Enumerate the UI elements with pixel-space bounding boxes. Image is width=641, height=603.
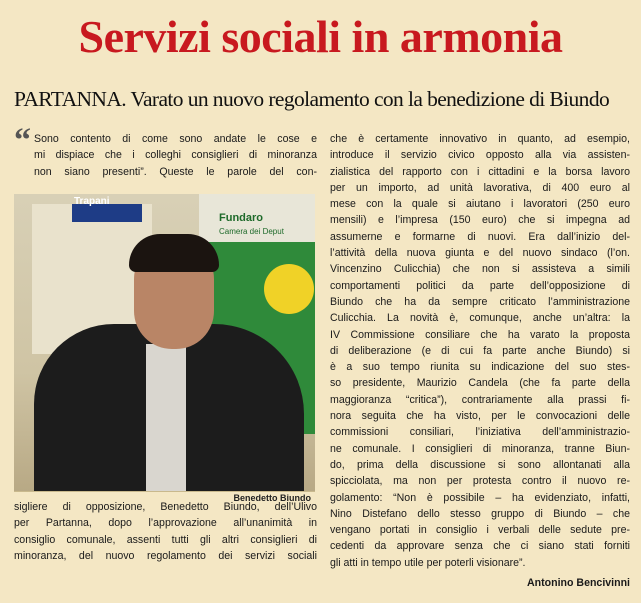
text-line: mi dispiace che i colleghi consiglieri di minoranza: [34, 149, 317, 162]
person-hair: [129, 234, 219, 272]
text-line: golamento: “Non è possibile – ha evidenziato, infatti,: [330, 491, 630, 504]
photo-caption: Benedetto Biundo: [233, 493, 311, 503]
column-2: [330, 131, 630, 571]
text-line: gli atti in tempo utile per poterli visionare”.: [330, 556, 526, 569]
text-line: commissioni consiliari, l’iniziativa dell’amministrazio-: [330, 426, 630, 439]
text-line: Sono contento di come sono andate le cose e: [34, 133, 317, 145]
text-line: l’attività della nuova giunta e del nuovo sindaco (l’on.: [330, 247, 630, 260]
text-line: IV Commissione consiliare che ha varato la proposta: [330, 328, 630, 341]
photo-benedetto-biundo: [14, 194, 315, 491]
text-line: vengano portati in consiglio i verbali delle sedute pre-: [330, 524, 630, 537]
text-line: cedenti da approvare senza che ci siano stati forniti: [330, 540, 630, 553]
text-line: Vincenzino Culicchia) che non si assisteva a simili: [330, 263, 630, 276]
text-line: maggioranza “critica”), contrariamente alla prassi fi-: [330, 393, 630, 406]
text-line: zialistica del rapporto con i cittadini e la borsa lavoro: [330, 165, 630, 178]
text-line: do, prima della discussione si sono allontanati alla: [330, 458, 630, 471]
poster-right-text: Fundaro: [219, 212, 263, 224]
text-line: Culicchia. La novità è, comunque, anche un’altra: la: [330, 312, 630, 325]
sun-logo: [264, 264, 314, 314]
subheadline: PARTANNA. Varato un nuovo regolamento con la benedizione di Biundo: [14, 87, 610, 111]
quote-mark: “: [14, 122, 31, 159]
text-line: consiglio comunale, assenti tutti gli altri consiglieri di: [14, 533, 317, 546]
headline: Servizi sociali in armonia: [78, 11, 563, 62]
text-line: ne comunale. I consiglieri di minoranza, tranne Biun-: [330, 442, 630, 455]
text-line: è a suo tempo riunita su indicazione del suo stes-: [330, 361, 630, 374]
text-line: per Partanna, dopo l’approvazione all’unanimità in: [14, 517, 317, 530]
column-1-bottom: [14, 499, 317, 564]
poster-left-text: Trapani: [74, 196, 110, 207]
text-line: spicciolata, ma non per protesta contro il nuovo re-: [330, 475, 630, 488]
text-line: sigliere di opposizione, Benedetto Biundo, dell’Ulivo: [14, 501, 317, 513]
text-line: introduce il servizio civico opposto alla via assisten-: [330, 149, 630, 162]
text-line: per un importo, ad unità lavorativa, di 400 euro al: [330, 181, 630, 194]
text-line: nora seguita che ha visto, per le convocazioni delle: [330, 410, 630, 423]
text-line: Biundo che ha da sempre criticato l’amministrazione: [330, 295, 630, 308]
text-line: mensili) e l’impresa (150 euro) che si impegna ad: [330, 214, 630, 227]
column-1-top: [34, 131, 317, 180]
text-line: assumerne e formarne di nuovi. Era dall’inizio del-: [330, 230, 630, 243]
text-line: mese con la quale si aiutano i lavoratori (250 euro: [330, 198, 630, 211]
text-line: comportamenti politici da parte dell’opposizione di: [330, 279, 630, 292]
text-line: Nino Distefano dello stesso gruppo di Biundo – che: [330, 507, 630, 520]
person-shirt: [146, 344, 186, 491]
caption-rule: [14, 491, 315, 492]
poster-right-subtext: Camera dei Deput: [219, 227, 284, 236]
text-line: che è certamente innovativo in quanto, ad esempio,: [330, 133, 630, 145]
text-line: minoranza, del nuovo regolamento dei servizi sociali: [14, 549, 317, 562]
text-line: di deliberazione (e di cui fa parte anche Biundo) si: [330, 344, 630, 357]
author-byline: Antonino Bencivinni: [527, 577, 630, 589]
text-line: so presidente, Maurizio Candela (che fa parte della: [330, 377, 630, 390]
text-line: non siano presenti”. Queste le parole del con-: [34, 165, 317, 178]
